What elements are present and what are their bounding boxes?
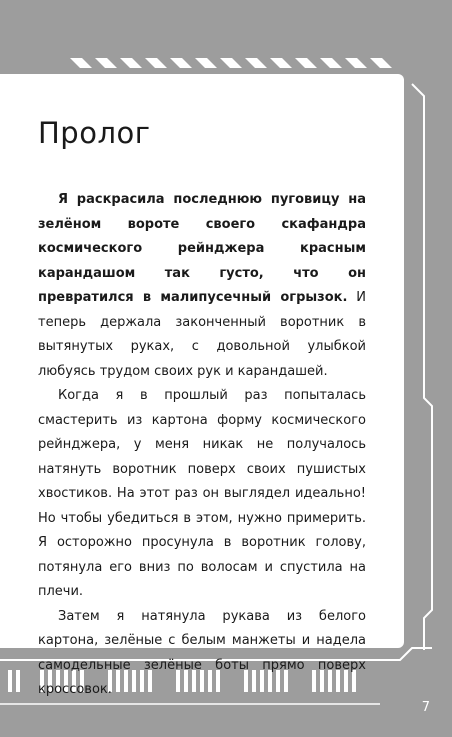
- chevron-stripe: [370, 58, 392, 68]
- right-rail-line: [412, 84, 432, 650]
- chapter-body: [38, 188, 366, 703]
- chevron-stripe: [320, 58, 342, 68]
- chevron-stripe: [245, 58, 267, 68]
- page-number: 7: [421, 700, 430, 715]
- chevron-stripe: [345, 58, 367, 68]
- chapter-title: Пролог: [38, 116, 151, 150]
- chevron-stripe: [195, 58, 217, 68]
- paragraph-2: Когда я в прошлый раз попыталась смастерить из картона форму космического рейнджера, у меня никак не получалось натянуть воротник поверх своих пушистых хвостиков. На этот раз он выглядел идеально! Но чтобы убедиться в этом, нужно примерить. Я осторожно просунула в воротник голову, потянула его вниз по волосам и спустила на плечи.: [38, 388, 366, 599]
- top-chevron-stripes: [70, 58, 392, 68]
- dash-stripe: [16, 670, 20, 692]
- chevron-stripe: [70, 58, 92, 68]
- paragraph-1-bold: Я раскрасила последнюю пуговицу на зелёном вороте своего скафандра космического рейнджера красным карандашом так густо, что он превратился в малипусечный огрызок.: [38, 192, 366, 305]
- dash-stripe: [8, 670, 12, 692]
- chevron-stripe: [145, 58, 167, 68]
- paragraph-3: Затем я натянула рукава из белого картона, зелёные с белым манжеты и надела самодельные зелёные боты прямо поверх кроссовок.: [38, 608, 366, 697]
- paragraph-1: [38, 188, 366, 384]
- chevron-stripe: [220, 58, 242, 68]
- chevron-stripe: [170, 58, 192, 68]
- chevron-stripe: [270, 58, 292, 68]
- chevron-stripe: [295, 58, 317, 68]
- chevron-stripe: [95, 58, 117, 68]
- book-page: [0, 74, 404, 697]
- paragraph-1-rest: И теперь держала законченный воротник в вытянутых руках, с довольной улыбкой любуясь трудом своих рук и карандашей.: [38, 290, 367, 379]
- chevron-stripe: [120, 58, 142, 68]
